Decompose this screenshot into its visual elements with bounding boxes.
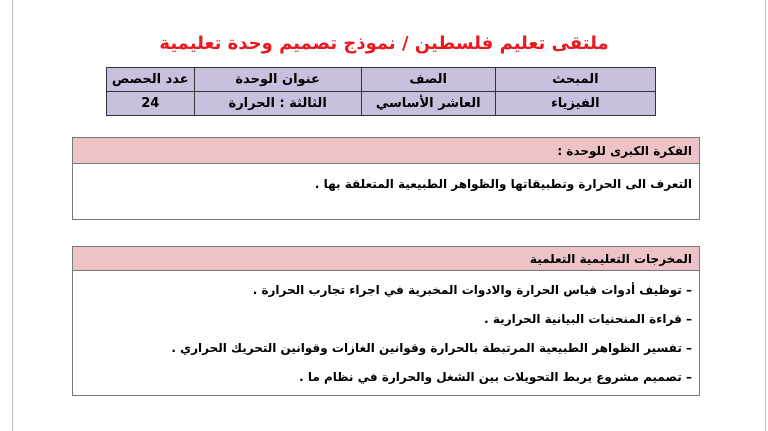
learning-outcomes-header: المخرجات التعليمية التعلمية — [73, 247, 699, 271]
value-unit-title: الثالثة : الحرارة — [194, 92, 361, 116]
header-subject: المبحث — [495, 68, 655, 92]
value-grade: العاشر الأساسي — [361, 92, 495, 116]
outcome-item: – تصميم مشروع يربط التحويلات بين الشغل والحرارة في نظام ما . — [299, 370, 692, 384]
page-title: ملتقى تعليم فلسطين / نموذج تصميم وحدة تعليمية — [159, 33, 609, 54]
learning-outcomes-box — [72, 246, 700, 396]
table-value-row — [107, 92, 656, 116]
big-idea-header: الفكرة الكبرى للوحدة : — [73, 138, 699, 164]
outcome-item: – توظيف أدوات قياس الحرارة والادوات المخبرية في اجراء تجارب الحرارة . — [252, 283, 692, 297]
outcome-item: – تفسير الظواهر الطبيعية المرتبطة بالحرارة وقوانين الغازات وقوانين التحريك الحراري . — [171, 341, 692, 355]
outcome-item: – قراءة المنحنيات البيانية الحرارية . — [484, 312, 692, 326]
header-grade: الصف — [361, 68, 495, 92]
big-idea-box — [72, 137, 700, 220]
unit-info-table — [106, 67, 656, 116]
big-idea-text: التعرف الى الحرارة وتطبيقاتها والظواهر الطبيعية المتعلقة بها . — [314, 177, 692, 191]
value-subject: الفيزياء — [495, 92, 655, 116]
table-header-row — [107, 68, 656, 92]
outcomes-list — [73, 271, 699, 392]
header-unit-title: عنوان الوحدة — [194, 68, 361, 92]
value-lesson-count: 24 — [107, 92, 195, 116]
header-lesson-count: عدد الحصص — [107, 68, 195, 92]
